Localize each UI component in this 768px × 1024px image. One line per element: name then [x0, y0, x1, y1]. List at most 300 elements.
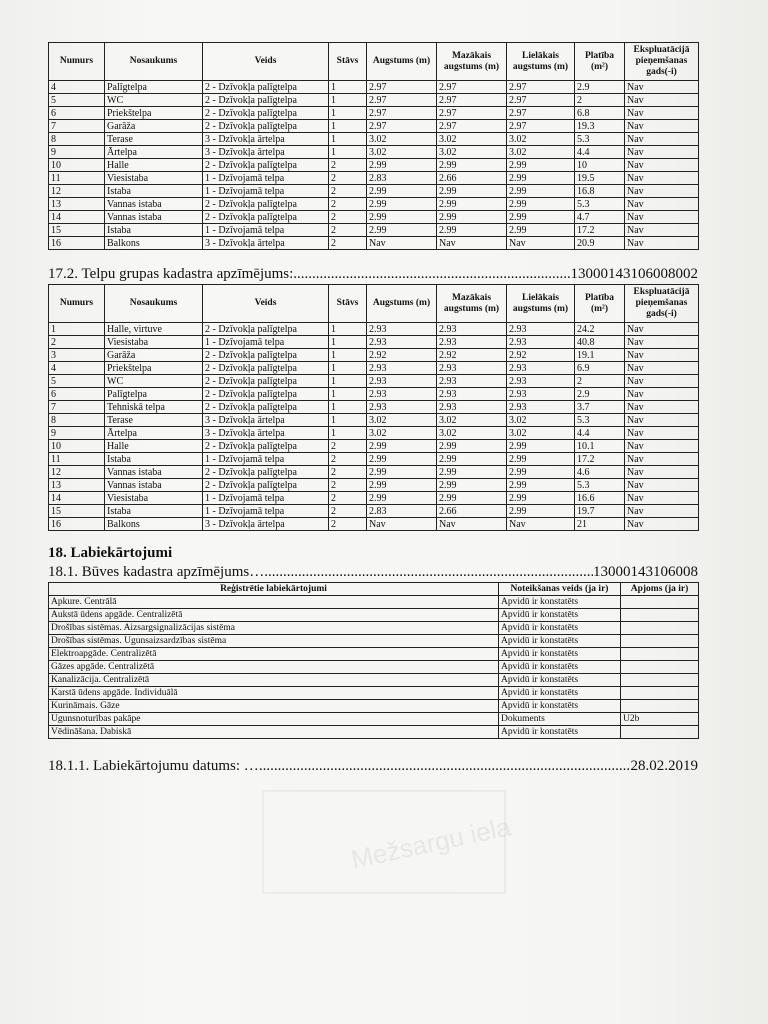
table-cell: 2.9 [575, 81, 625, 94]
table-cell: Apvidū ir konstatēts [499, 674, 621, 687]
table-cell: Gāzes apgāde. Centralizētā [49, 661, 499, 674]
table-cell: 2.66 [437, 505, 507, 518]
table-cell: Nav [625, 146, 699, 159]
column-header: Augstums (m) [367, 285, 437, 323]
table-cell: Nav [625, 505, 699, 518]
table-row [49, 518, 699, 531]
table-cell: 2.93 [507, 401, 575, 414]
table-cell: 2.99 [437, 224, 507, 237]
table-cell [621, 674, 699, 687]
table-cell: 2.93 [367, 336, 437, 349]
table-cell: 2.93 [367, 401, 437, 414]
table-cell: 13 [49, 198, 105, 211]
table-cell: Istaba [105, 505, 203, 518]
table-cell: Nav [625, 453, 699, 466]
table-row [49, 401, 699, 414]
table-cell: 3.02 [507, 133, 575, 146]
table-cell: 19.5 [575, 172, 625, 185]
table-cell: Kanalizācija. Centralizētā [49, 674, 499, 687]
table-cell: Palīgtelpa [105, 81, 203, 94]
table-cell: Istaba [105, 185, 203, 198]
table-cell: 1 [329, 81, 367, 94]
table-cell: Garāža [105, 349, 203, 362]
table-cell: Istaba [105, 224, 203, 237]
table-cell: 2 [329, 453, 367, 466]
column-header: Mazākais augstums (m) [437, 285, 507, 323]
table-cell: 2.99 [507, 505, 575, 518]
leader-dots [259, 758, 631, 774]
table-cell: Dokuments [499, 713, 621, 726]
table-cell: 2 [329, 492, 367, 505]
table-cell: Balkons [105, 237, 203, 250]
table-cell: 3.7 [575, 401, 625, 414]
table-cell: 2.99 [367, 492, 437, 505]
table-cell: 5 [49, 94, 105, 107]
table-cell: 2 [329, 466, 367, 479]
column-header: Nosaukums [105, 285, 203, 323]
table-cell: 2.99 [367, 224, 437, 237]
table-cell: 4.4 [575, 427, 625, 440]
table-cell: Nav [625, 440, 699, 453]
table-cell: Viesistaba [105, 172, 203, 185]
line-18-1 [48, 564, 698, 580]
table-cell: 2.92 [367, 349, 437, 362]
table-cell: 2.97 [367, 107, 437, 120]
table-cell: 2.99 [437, 159, 507, 172]
leader-dots [264, 564, 593, 580]
table-cell: 12 [49, 466, 105, 479]
column-header: Lielākais augstums (m) [507, 43, 575, 81]
table-row [49, 492, 699, 505]
table-row [49, 635, 699, 648]
table-cell: Nav [625, 133, 699, 146]
table-cell: 2.93 [507, 388, 575, 401]
table-cell: 2.93 [507, 375, 575, 388]
table-cell: 2 - Dzīvokļa palīgtelpa [203, 211, 329, 224]
column-header: Nosaukums [105, 43, 203, 81]
table-cell: 2 - Dzīvokļa palīgtelpa [203, 362, 329, 375]
table-cell: Aukstā ūdens apgāde. Centralizētā [49, 609, 499, 622]
table-cell: 3.02 [367, 414, 437, 427]
table-cell: Apvidū ir konstatēts [499, 622, 621, 635]
table-cell: 2.99 [367, 185, 437, 198]
table-cell: Ārtelpa [105, 427, 203, 440]
table-cell: Nav [625, 427, 699, 440]
table-cell: 4 [49, 362, 105, 375]
table-cell: Apvidū ir konstatēts [499, 661, 621, 674]
table-cell: 1 - Dzīvojamā telpa [203, 185, 329, 198]
table-cell: 6 [49, 107, 105, 120]
table-cell: 2.97 [367, 120, 437, 133]
table-cell: 2 [329, 518, 367, 531]
table-cell: Nav [625, 375, 699, 388]
table-cell: 2 - Dzīvokļa palīgtelpa [203, 388, 329, 401]
table-cell: 2 [329, 479, 367, 492]
table-cell: 2.99 [367, 198, 437, 211]
table-cell: Halle, virtuve [105, 323, 203, 336]
table-cell: 1 [329, 349, 367, 362]
table-cell: 3 - Dzīvokļa ārtelpa [203, 427, 329, 440]
table-cell: Garāža [105, 120, 203, 133]
table-cell: 2.97 [507, 94, 575, 107]
table-cell: U2b [621, 713, 699, 726]
table-cell: 2.99 [507, 211, 575, 224]
table-cell: 3.02 [367, 146, 437, 159]
table-cell: 2 [329, 172, 367, 185]
table-cell: 16 [49, 237, 105, 250]
table-cell: Nav [437, 518, 507, 531]
table-cell: Vannas istaba [105, 479, 203, 492]
column-header: Platība (m²) [575, 285, 625, 323]
table-cell: Palīgtelpa [105, 388, 203, 401]
table-cell: 1 - Dzīvojamā telpa [203, 224, 329, 237]
table-cell: 2 - Dzīvokļa palīgtelpa [203, 323, 329, 336]
table-row [49, 713, 699, 726]
table-cell: 2.97 [437, 94, 507, 107]
table-cell: Terase [105, 133, 203, 146]
table-cell: 2 [329, 224, 367, 237]
table-cell: Nav [625, 479, 699, 492]
table-cell: 1 [329, 336, 367, 349]
table-cell: 2.93 [507, 323, 575, 336]
leader-dots [293, 266, 570, 282]
table-cell [621, 648, 699, 661]
table-cell: 3 - Dzīvokļa ārtelpa [203, 518, 329, 531]
line-18-1-1-value: 28.02.2019 [630, 758, 698, 774]
table-cell: 2.92 [437, 349, 507, 362]
column-header: Mazākais augstums (m) [437, 43, 507, 81]
table-cell: 12 [49, 185, 105, 198]
table-cell: Nav [437, 237, 507, 250]
table-cell: 10.1 [575, 440, 625, 453]
table-row [49, 146, 699, 159]
table-row [49, 198, 699, 211]
table-cell: Halle [105, 440, 203, 453]
table-cell [621, 700, 699, 713]
table-cell: 2 - Dzīvokļa palīgtelpa [203, 375, 329, 388]
table-cell: 2.99 [437, 185, 507, 198]
table-cell: 2.93 [367, 388, 437, 401]
table-row [49, 427, 699, 440]
table-cell: 1 [329, 414, 367, 427]
table-cell: 1 [329, 362, 367, 375]
column-header: Veids [203, 285, 329, 323]
table-cell: 2.83 [367, 505, 437, 518]
table-cell: Vēdināšana. Dabiskā [49, 726, 499, 739]
table-cell: 2.99 [507, 198, 575, 211]
table-cell: 2.99 [367, 211, 437, 224]
table-cell: 2.99 [437, 479, 507, 492]
table-row [49, 172, 699, 185]
table-row [49, 81, 699, 94]
table-cell: 2.97 [437, 81, 507, 94]
section-18-heading: 18. Labiekārtojumi [48, 545, 173, 561]
table-cell: 2.93 [437, 323, 507, 336]
table-cell: Vannas istaba [105, 198, 203, 211]
table-cell: 2.93 [437, 375, 507, 388]
table-cell: 9 [49, 427, 105, 440]
table-cell: 6.9 [575, 362, 625, 375]
table-cell: Halle [105, 159, 203, 172]
table-row [49, 362, 699, 375]
table-cell: 1 - Dzīvojamā telpa [203, 505, 329, 518]
table-cell: 3.02 [367, 133, 437, 146]
table-cell: 2.97 [507, 81, 575, 94]
table-cell: Nav [625, 401, 699, 414]
table-cell: Kurināmais. Gāze [49, 700, 499, 713]
table-cell: 3 - Dzīvokļa ārtelpa [203, 146, 329, 159]
table-cell: 3 - Dzīvokļa ārtelpa [203, 237, 329, 250]
table-cell: 4 [49, 81, 105, 94]
table-cell: 3.02 [507, 146, 575, 159]
table-cell: 2 - Dzīvokļa palīgtelpa [203, 440, 329, 453]
table-cell: 10 [49, 440, 105, 453]
table-cell: Nav [625, 211, 699, 224]
line-18-1-1 [48, 758, 698, 774]
table-cell: Nav [625, 224, 699, 237]
table-cell: 1 - Dzīvojamā telpa [203, 172, 329, 185]
table-cell: 3.02 [437, 427, 507, 440]
line-18-1-value: 13000143106008 [593, 564, 698, 580]
table-row [49, 224, 699, 237]
table-cell: 4.4 [575, 146, 625, 159]
table-cell: 2 [329, 185, 367, 198]
table-cell: 2.99 [507, 172, 575, 185]
column-header: Apjoms (ja ir) [621, 583, 699, 596]
table-cell: 2 - Dzīvokļa palīgtelpa [203, 401, 329, 414]
table-cell: 2 [329, 505, 367, 518]
table-cell: 2.93 [507, 336, 575, 349]
table-cell: 1 [329, 388, 367, 401]
table-cell: Drošības sistēmas. Aizsargsignalizācijas sistēma [49, 622, 499, 635]
table-cell: 7 [49, 401, 105, 414]
table-cell: Nav [625, 518, 699, 531]
table-cell: 16 [49, 518, 105, 531]
table-cell: 13 [49, 479, 105, 492]
table-cell: 3.02 [437, 414, 507, 427]
table-cell: 2.93 [367, 375, 437, 388]
table-cell: 3 - Dzīvokļa ārtelpa [203, 414, 329, 427]
table-cell: 2.99 [507, 479, 575, 492]
table-row [49, 466, 699, 479]
table-cell: 5.3 [575, 133, 625, 146]
table-cell: 2.99 [367, 159, 437, 172]
table-cell: 2.99 [507, 492, 575, 505]
table-cell: 2.93 [437, 388, 507, 401]
table-cell: 2 [329, 198, 367, 211]
table-cell: 1 [49, 323, 105, 336]
table-cell: 2.99 [507, 159, 575, 172]
column-header: Augstums (m) [367, 43, 437, 81]
table-row [49, 505, 699, 518]
table-cell: 15 [49, 505, 105, 518]
table-cell: 9 [49, 146, 105, 159]
table-cell: Apvidū ir konstatēts [499, 635, 621, 648]
table-cell: Nav [507, 518, 575, 531]
table-row [49, 375, 699, 388]
table-cell: 2.99 [437, 211, 507, 224]
table-row [49, 414, 699, 427]
line-18-1-label: 18.1. Būves kadastra apzīmējums… [48, 564, 265, 580]
table-cell: 5.3 [575, 479, 625, 492]
table-cell: 2.99 [507, 440, 575, 453]
table-row [49, 440, 699, 453]
line-17-2-label: 17.2. Telpu grupas kadastra apzīmējums: [48, 266, 294, 282]
table-cell: 4.7 [575, 211, 625, 224]
rooms-table-1 [48, 42, 699, 250]
table-cell: 1 [329, 323, 367, 336]
table-cell: 8 [49, 414, 105, 427]
table-cell: Nav [625, 323, 699, 336]
table-cell: WC [105, 375, 203, 388]
table-cell: 2.99 [507, 453, 575, 466]
table-cell: Nav [625, 172, 699, 185]
table-cell: Nav [625, 81, 699, 94]
table-cell: Nav [625, 388, 699, 401]
table-cell: 2.99 [437, 453, 507, 466]
table-cell: 2.93 [367, 362, 437, 375]
table-row [49, 107, 699, 120]
table-cell: 17.2 [575, 224, 625, 237]
table-row [49, 648, 699, 661]
column-header: Ekspluatācijā pieņemšanas gads(-i) [625, 285, 699, 323]
table-cell: 1 [329, 401, 367, 414]
table-cell: 2.97 [367, 94, 437, 107]
table-cell: Karstā ūdens apgāde. Individuālā [49, 687, 499, 700]
table-cell: Nav [625, 466, 699, 479]
table-row [49, 453, 699, 466]
table-cell [621, 609, 699, 622]
table-cell: 2.93 [367, 323, 437, 336]
table-cell: 1 [329, 120, 367, 133]
table-cell: Apvidū ir konstatēts [499, 609, 621, 622]
table-cell: 2.83 [367, 172, 437, 185]
table-cell: 2 - Dzīvokļa palīgtelpa [203, 479, 329, 492]
table-row [49, 237, 699, 250]
table-cell: 2 - Dzīvokļa palīgtelpa [203, 94, 329, 107]
table-cell: 1 [329, 146, 367, 159]
table-cell: 2.66 [437, 172, 507, 185]
table-cell: 19.3 [575, 120, 625, 133]
table-cell: 2.99 [437, 440, 507, 453]
table-cell: 1 [329, 107, 367, 120]
table-cell: Apvidū ir konstatēts [499, 687, 621, 700]
table-cell: 6 [49, 388, 105, 401]
column-header: Stāvs [329, 43, 367, 81]
table-cell: 2 - Dzīvokļa palīgtelpa [203, 466, 329, 479]
table-cell: 2.93 [437, 362, 507, 375]
table-cell: 19.7 [575, 505, 625, 518]
table-cell: 16.8 [575, 185, 625, 198]
table-cell: 1 - Dzīvojamā telpa [203, 336, 329, 349]
table-cell: Nav [625, 492, 699, 505]
table-cell: Priekštelpa [105, 107, 203, 120]
table-cell: 1 [329, 133, 367, 146]
table-row [49, 159, 699, 172]
table-cell: Nav [625, 362, 699, 375]
table-cell [621, 622, 699, 635]
table-cell: WC [105, 94, 203, 107]
table-cell: Nav [625, 198, 699, 211]
table-cell: 4.6 [575, 466, 625, 479]
table-cell: Nav [625, 336, 699, 349]
table-cell: 16.6 [575, 492, 625, 505]
table-cell: 3.02 [507, 427, 575, 440]
table-cell: 3 - Dzīvokļa ārtelpa [203, 133, 329, 146]
table-cell: Nav [625, 107, 699, 120]
table-cell: 8 [49, 133, 105, 146]
table-row [49, 674, 699, 687]
table-row [49, 120, 699, 133]
table-cell: Viesistaba [105, 336, 203, 349]
table-row [49, 336, 699, 349]
table-cell: 2.99 [367, 466, 437, 479]
table-cell: Vannas istaba [105, 211, 203, 224]
table-cell: Apvidū ir konstatēts [499, 700, 621, 713]
table-cell: Istaba [105, 453, 203, 466]
table-cell: Nav [625, 414, 699, 427]
table-cell: 2.97 [437, 107, 507, 120]
table-cell: Nav [625, 349, 699, 362]
table-row [49, 609, 699, 622]
table-cell [621, 661, 699, 674]
table-cell: 3.02 [367, 427, 437, 440]
column-header: Ekspluatācijā pieņemšanas gads(-i) [625, 43, 699, 81]
table-cell: 17.2 [575, 453, 625, 466]
table-cell: 19.1 [575, 349, 625, 362]
table-cell: 40.8 [575, 336, 625, 349]
table-cell: 2 - Dzīvokļa palīgtelpa [203, 159, 329, 172]
table-cell: 7 [49, 120, 105, 133]
table-row [49, 596, 699, 609]
column-header: Numurs [49, 43, 105, 81]
table-row [49, 133, 699, 146]
table-cell: 5.3 [575, 198, 625, 211]
table-cell: 2.92 [507, 349, 575, 362]
table-cell: Nav [625, 94, 699, 107]
table-cell: 24.2 [575, 323, 625, 336]
table-cell: 11 [49, 172, 105, 185]
table-cell [621, 687, 699, 700]
table-cell: 10 [49, 159, 105, 172]
table-cell [621, 596, 699, 609]
table-row [49, 211, 699, 224]
stamp-text: Mežsargu iela [348, 811, 514, 875]
line-17-2-value: 13000143106008002 [570, 266, 698, 282]
table-cell: 2.99 [367, 440, 437, 453]
table-cell: 2 - Dzīvokļa palīgtelpa [203, 81, 329, 94]
table-cell: 3.02 [437, 146, 507, 159]
table-cell: 20.9 [575, 237, 625, 250]
table-cell: Apvidū ir konstatēts [499, 726, 621, 739]
column-header: Platība (m²) [575, 43, 625, 81]
column-header: Noteikšanas veids (ja ir) [499, 583, 621, 596]
table-cell: Ugunsnoturības pakāpe [49, 713, 499, 726]
table-cell: 2.99 [507, 224, 575, 237]
table-cell: 2 - Dzīvokļa palīgtelpa [203, 349, 329, 362]
table-row [49, 349, 699, 362]
table-cell: Nav [625, 185, 699, 198]
table-cell: 1 [329, 427, 367, 440]
table-cell: Elektroapgāde. Centralizētā [49, 648, 499, 661]
table-cell: 5 [49, 375, 105, 388]
table-cell: 21 [575, 518, 625, 531]
table-cell: Drošības sistēmas. Ugunsaizsardzības sistēma [49, 635, 499, 648]
table-cell: 2 [329, 211, 367, 224]
table-row [49, 700, 699, 713]
table-cell: Apkure. Centrālā [49, 596, 499, 609]
table-cell: 2.99 [367, 453, 437, 466]
